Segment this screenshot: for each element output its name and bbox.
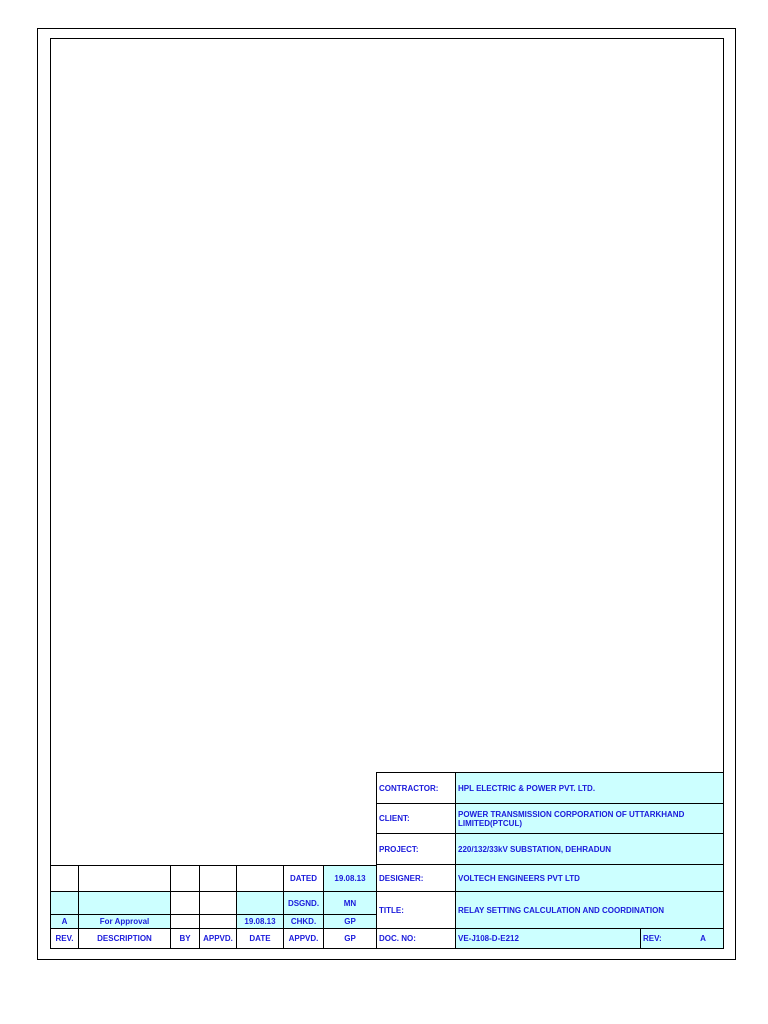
rev-label: REV:: [640, 928, 684, 949]
by-cell-empty: [170, 891, 200, 915]
designer-label: DESIGNER:: [376, 864, 456, 892]
dated-label: DATED: [283, 865, 324, 892]
docno-value: VE-J108-D-E212: [455, 928, 641, 949]
date-cell-empty: [236, 891, 284, 915]
docno-label: DOC. NO:: [376, 928, 456, 949]
contractor-label: CONTRACTOR:: [376, 772, 456, 804]
title-label: TITLE:: [376, 891, 456, 929]
revision-row-appvd: [199, 914, 237, 929]
chkd-label: CHKD.: [283, 914, 324, 929]
revision-row-date: 19.08.13: [236, 914, 284, 929]
rev-cell-empty: [50, 891, 79, 915]
title-value: RELAY SETTING CALCULATION AND COORDINATION: [455, 891, 724, 929]
header-date: DATE: [236, 928, 284, 949]
appvd-value: GP: [323, 928, 377, 949]
appvd-cell-empty: [199, 891, 237, 915]
header-appvd: APPVD.: [199, 928, 237, 949]
client-value: POWER TRANSMISSION CORPORATION OF UTTARKHAND LIMITED(PTCUL): [455, 803, 724, 834]
client-label: CLIENT:: [376, 803, 456, 834]
description-cell-empty: [78, 891, 171, 915]
rev-cell-empty: [50, 865, 79, 892]
date-cell-empty: [236, 865, 284, 892]
rev-value: A: [683, 928, 724, 949]
project-label: PROJECT:: [376, 833, 456, 865]
header-rev: REV.: [50, 928, 79, 949]
dated-value: 19.08.13: [323, 865, 377, 892]
description-cell-empty: [78, 865, 171, 892]
appvd-cell-empty: [199, 865, 237, 892]
dsgnd-value: MN: [323, 891, 377, 915]
dsgnd-label: DSGND.: [283, 891, 324, 915]
header-description: DESCRIPTION: [78, 928, 171, 949]
revision-row-rev: A: [50, 914, 79, 929]
contractor-value: HPL ELECTRIC & POWER PVT. LTD.: [455, 772, 724, 804]
revision-row-by: [170, 914, 200, 929]
by-cell-empty: [170, 865, 200, 892]
appvd-label: APPVD.: [283, 928, 324, 949]
project-value: 220/132/33kV SUBSTATION, DEHRADUN: [455, 833, 724, 865]
chkd-value: GP: [323, 914, 377, 929]
designer-value: VOLTECH ENGINEERS PVT LTD: [455, 864, 724, 892]
revision-row-description: For Approval: [78, 914, 171, 929]
header-by: BY: [170, 928, 200, 949]
